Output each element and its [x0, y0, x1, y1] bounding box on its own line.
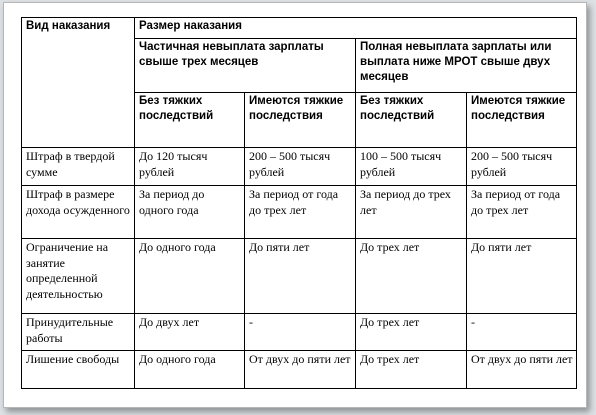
cell-full-grave: 200 – 500 тысяч рублей: [467, 148, 577, 186]
cell-partial-grave: -: [245, 314, 356, 351]
cell-full-grave: До пяти лет: [467, 239, 577, 314]
cell-full-grave: От двух до пяти лет: [467, 351, 577, 389]
subheader-full-no-grave: Без тяжких последствий: [356, 93, 467, 148]
cell-full-no-grave: До трех лет: [356, 314, 467, 351]
header-punishment-type: Вид наказания: [22, 18, 135, 148]
subheader-partial-grave: Имеются тяжкие последствия: [245, 93, 356, 148]
row-punishment-type: Принудительные работы: [22, 314, 135, 351]
punishment-table: [21, 17, 577, 389]
row-punishment-type: Ограничение на занятие определенной деятельностью: [22, 239, 135, 314]
cell-full-no-grave: 100 – 500 тысяч рублей: [356, 148, 467, 186]
cell-full-no-grave: До трех лет: [356, 239, 467, 314]
header-row-1: [22, 18, 577, 39]
cell-partial-no-grave: До одного года: [135, 351, 245, 389]
row-punishment-type: Лишение свободы: [22, 351, 135, 389]
table-row: [22, 186, 577, 239]
row-punishment-type: Штраф в размере дохода осужденного: [22, 186, 135, 239]
cell-partial-no-grave: До двух лет: [135, 314, 245, 351]
header-partial-nonpayment: Частичная невыплата зарплаты свыше трех месяцев: [135, 39, 356, 93]
table-row: [22, 351, 577, 389]
header-punishment-size: Размер наказания: [135, 18, 577, 39]
cell-full-no-grave: До трех лет: [356, 351, 467, 389]
cell-full-grave: За период от года до трех лет: [467, 186, 577, 239]
document-frame: [3, 2, 587, 408]
header-full-nonpayment: Полная невыплата зарплаты или выплата ниже МРОТ свыше двух месяцев: [356, 39, 577, 93]
subheader-full-grave: Имеются тяжкие последствия: [467, 93, 577, 148]
table-row: [22, 239, 577, 314]
row-punishment-type: Штраф в твердой сумме: [22, 148, 135, 186]
cell-partial-grave: 200 – 500 тысяч рублей: [245, 148, 356, 186]
cell-partial-grave: До пяти лет: [245, 239, 356, 314]
cell-full-grave: -: [467, 314, 577, 351]
subheader-partial-no-grave: Без тяжких последствий: [135, 93, 245, 148]
cell-partial-grave: За период от года до трех лет: [245, 186, 356, 239]
table-row: [22, 148, 577, 186]
cell-partial-no-grave: До одного года: [135, 239, 245, 314]
cell-partial-no-grave: За период до одного года: [135, 186, 245, 239]
cell-partial-no-grave: До 120 тысяч рублей: [135, 148, 245, 186]
cell-full-no-grave: За период до трех лет: [356, 186, 467, 239]
table-row: [22, 314, 577, 351]
cell-partial-grave: От двух до пяти лет: [245, 351, 356, 389]
